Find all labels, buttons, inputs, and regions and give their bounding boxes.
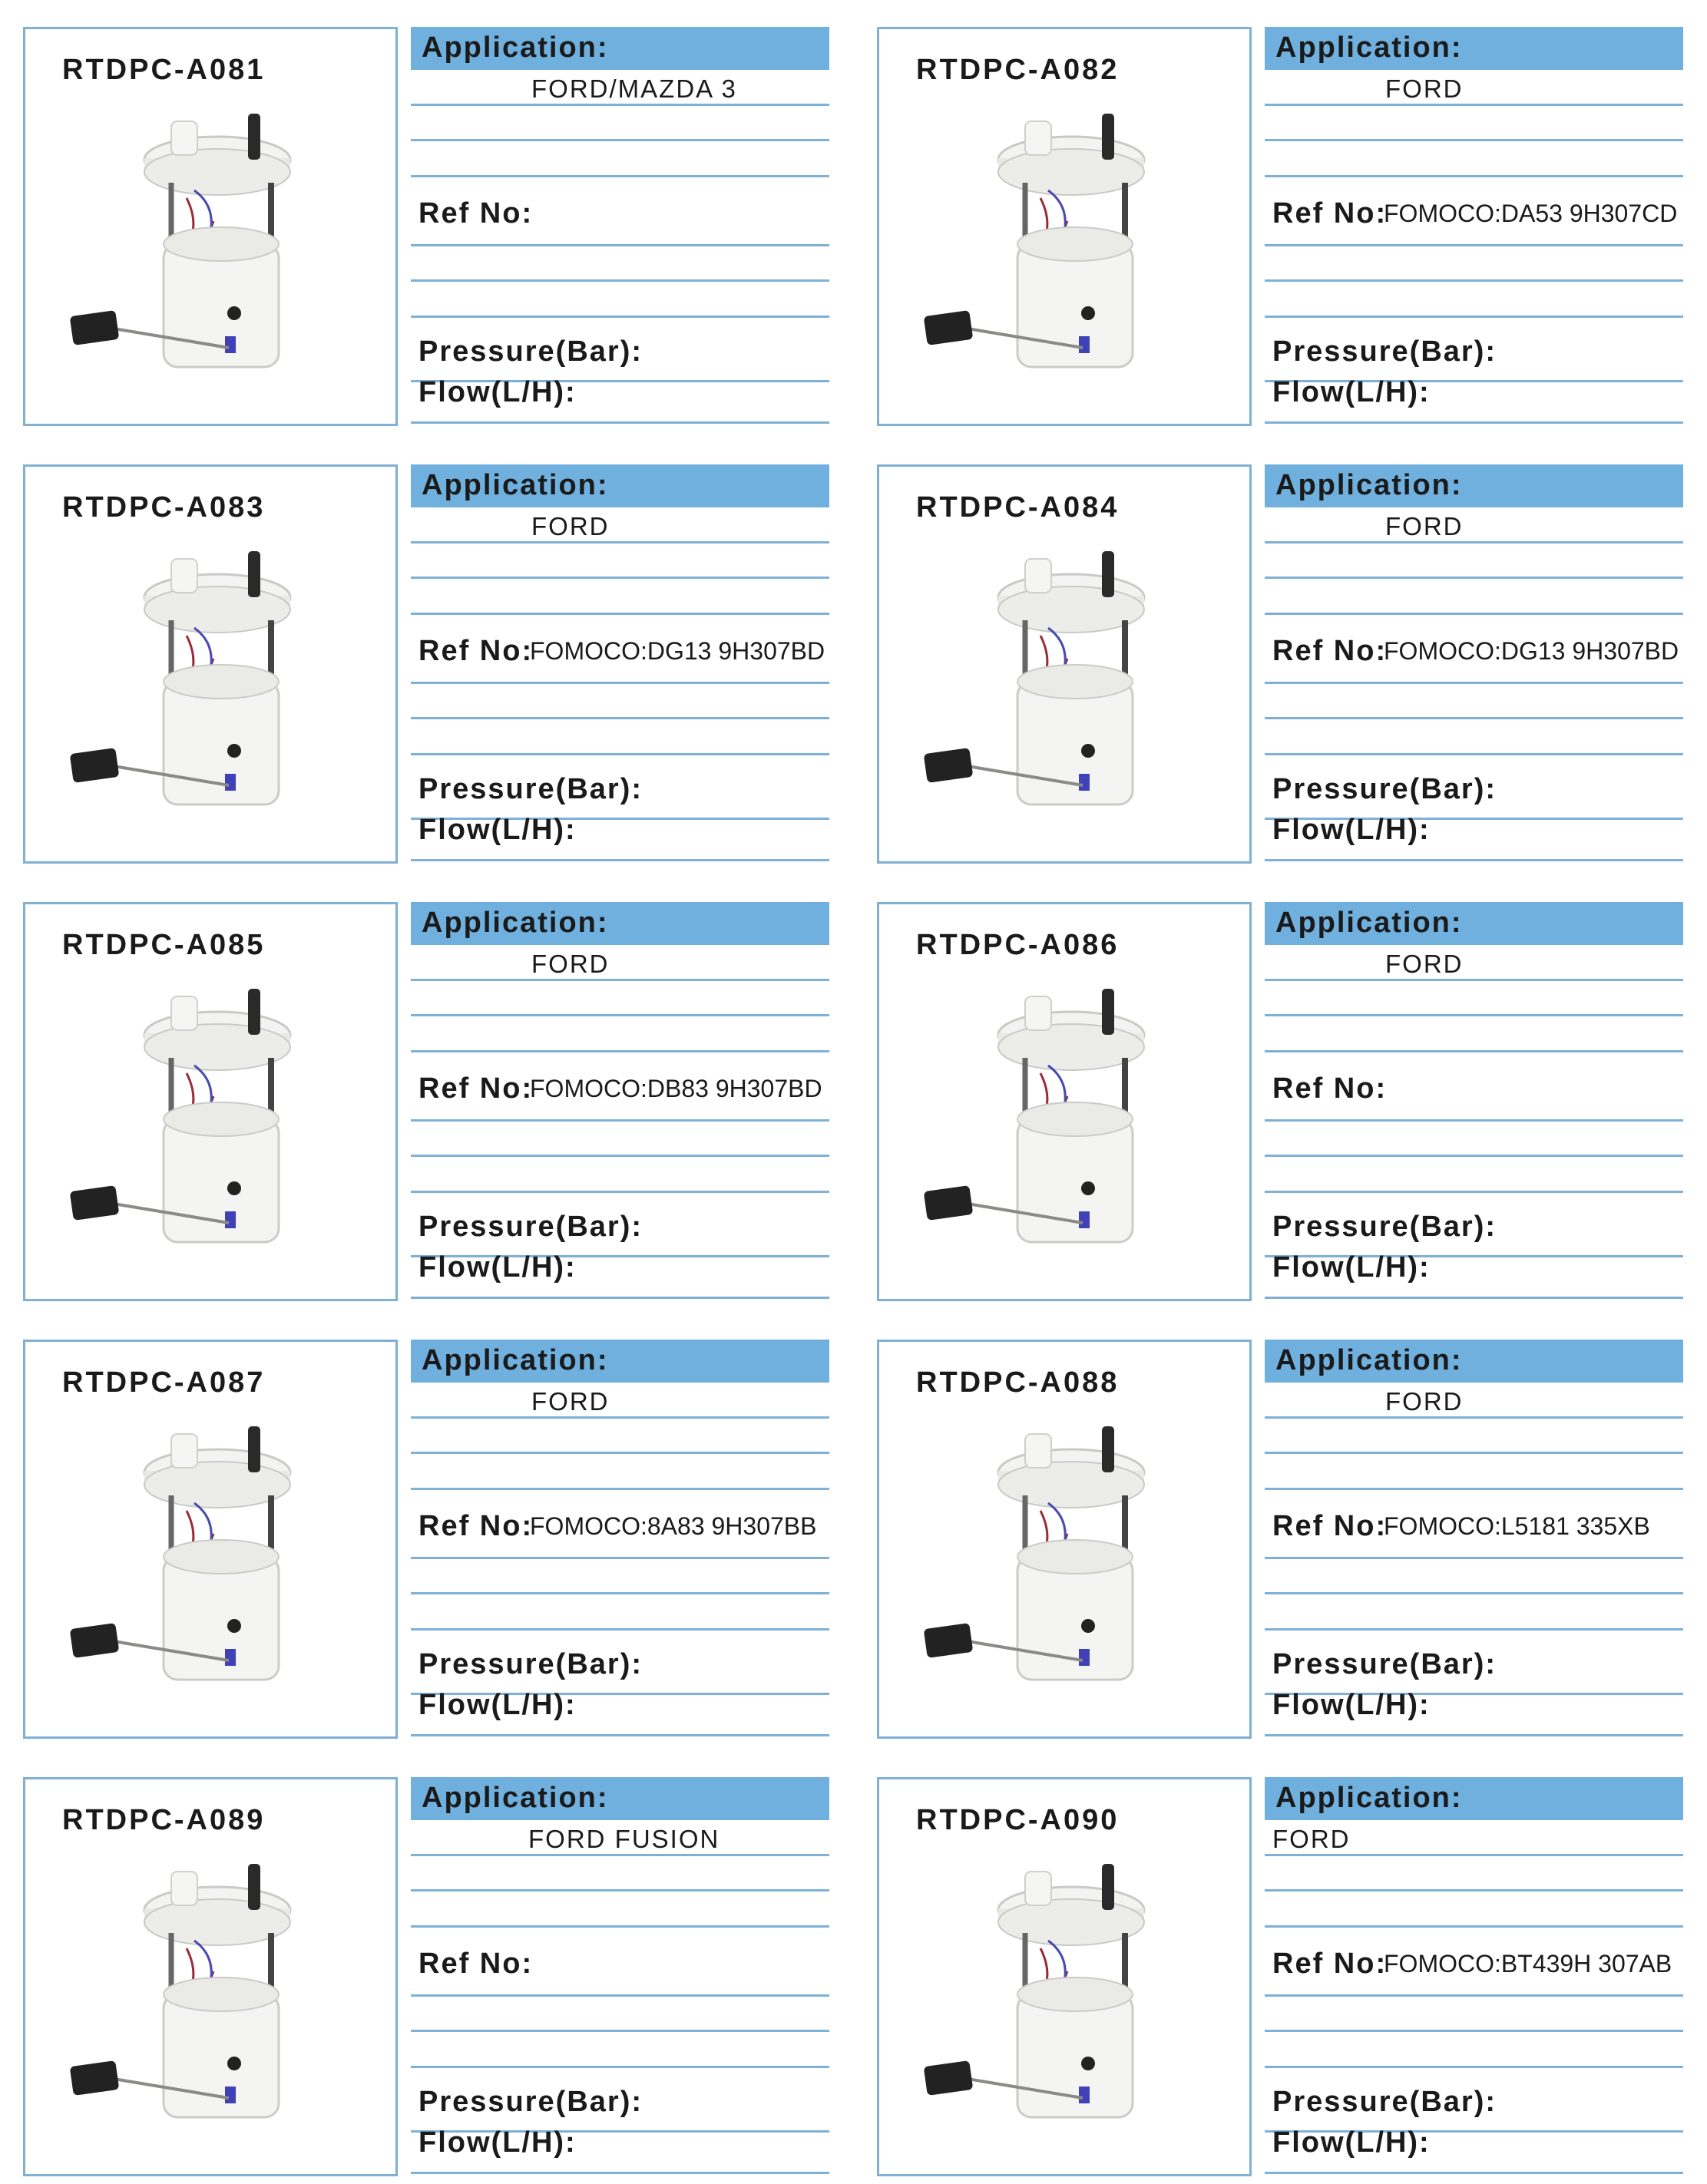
product-image-box-rtdpc-a081: [23, 27, 398, 426]
divider: [1265, 1488, 1683, 1490]
divider: [411, 421, 829, 424]
application-header: [411, 464, 829, 507]
application-value: FORD/MAZDA 3: [531, 74, 737, 103]
ref-no-value: FOMOCO:DB83 9H307BD: [530, 1075, 822, 1102]
application-label: Application:: [1275, 31, 1463, 64]
product-info-panel: [411, 464, 829, 864]
fuel-pump-module-image: [41, 91, 379, 413]
divider: [1265, 2030, 1683, 2032]
fuel-pump-module-image: [41, 1403, 379, 1726]
divider: [411, 541, 829, 544]
application-header: [1265, 1777, 1683, 1820]
pressure-label: Pressure(Bar):: [1272, 2086, 1497, 2118]
divider: [411, 1119, 829, 1122]
divider: [1265, 577, 1683, 579]
divider: [411, 2066, 829, 2068]
divider: [1265, 1050, 1683, 1052]
divider: [1265, 1889, 1683, 1892]
divider: [411, 279, 829, 282]
flow-label: Flow(L/H):: [1272, 1689, 1431, 1721]
flow-label: Flow(L/H):: [418, 814, 577, 846]
divider: [411, 1854, 829, 1856]
product-info-panel: [1265, 27, 1683, 426]
divider: [411, 1050, 829, 1052]
application-value: FORD FUSION: [528, 1825, 720, 1853]
product-image-box-rtdpc-a088: [877, 1340, 1252, 1739]
ref-no-label: Ref No:: [418, 1510, 534, 1542]
product-info-panel: [1265, 1340, 1683, 1739]
divider: [1265, 1925, 1683, 1928]
divider: [411, 1416, 829, 1419]
divider: [411, 859, 829, 861]
divider: [1265, 1628, 1683, 1631]
divider: [411, 1297, 829, 1299]
product-image-box-rtdpc-a090: [877, 1777, 1252, 2176]
product-card: [877, 27, 1702, 430]
application-value: FORD: [1385, 1387, 1464, 1416]
divider: [411, 1994, 829, 1997]
application-header: [411, 1777, 829, 1820]
divider: [1265, 1734, 1683, 1736]
ref-no-label: Ref No:: [1272, 1072, 1388, 1105]
ref-no-value: FOMOCO:DG13 9H307BD: [530, 637, 825, 665]
product-info-panel: [1265, 902, 1683, 1301]
divider: [411, 244, 829, 246]
divider: [1265, 1297, 1683, 1299]
divider: [411, 1557, 829, 1559]
application-header: [1265, 1340, 1683, 1383]
application-value: FORD: [1272, 1825, 1351, 1853]
pressure-label: Pressure(Bar):: [418, 1211, 643, 1243]
divider: [411, 1452, 829, 1454]
fuel-pump-module-image: [895, 91, 1232, 413]
ref-no-label: Ref No:: [418, 1948, 534, 1980]
product-info-panel: [411, 27, 829, 426]
divider: [411, 1925, 829, 1928]
divider: [1265, 421, 1683, 424]
divider: [411, 316, 829, 318]
divider: [411, 1592, 829, 1594]
divider: [1265, 613, 1683, 615]
product-code: RTDPC-A083: [62, 491, 266, 524]
product-code: RTDPC-A082: [916, 54, 1120, 86]
product-info-panel: [1265, 1777, 1683, 2176]
flow-label: Flow(L/H):: [1272, 814, 1431, 846]
application-header: [1265, 902, 1683, 945]
application-label: Application:: [422, 907, 609, 939]
application-label: Application:: [422, 469, 609, 501]
fuel-pump-module-image: [895, 966, 1232, 1288]
product-info-panel: [411, 1777, 829, 2176]
ref-no-label: Ref No:: [1272, 197, 1388, 230]
ref-no-label: Ref No:: [418, 635, 534, 667]
product-code: RTDPC-A089: [62, 1804, 266, 1836]
ref-no-value: FOMOCO:DG13 9H307BD: [1384, 637, 1679, 665]
flow-label: Flow(L/H):: [1272, 2126, 1431, 2159]
divider: [1265, 104, 1683, 106]
application-label: Application:: [1275, 907, 1463, 939]
product-image-box-rtdpc-a082: [877, 27, 1252, 426]
ref-no-value: FOMOCO:8A83 9H307BB: [530, 1512, 817, 1540]
application-value: FORD: [531, 512, 610, 540]
product-image-box-rtdpc-a087: [23, 1340, 398, 1739]
application-value: FORD: [531, 1387, 610, 1416]
flow-label: Flow(L/H):: [1272, 376, 1431, 408]
application-header: [1265, 27, 1683, 70]
ref-no-value: FOMOCO:DA53 9H307CD: [1384, 200, 1678, 227]
divider: [1265, 1155, 1683, 1157]
application-value: FORD: [531, 950, 610, 978]
application-value: FORD: [1385, 512, 1464, 540]
application-header: [411, 27, 829, 70]
divider: [1265, 1557, 1683, 1559]
divider: [411, 1191, 829, 1193]
divider: [1265, 1416, 1683, 1419]
flow-label: Flow(L/H):: [418, 2126, 577, 2159]
application-label: Application:: [422, 1782, 609, 1814]
divider: [1265, 2066, 1683, 2068]
divider: [1265, 1452, 1683, 1454]
divider: [1265, 753, 1683, 755]
product-code: RTDPC-A087: [62, 1366, 266, 1399]
divider: [1265, 1119, 1683, 1122]
fuel-pump-module-image: [895, 1403, 1232, 1726]
product-code: RTDPC-A084: [916, 491, 1120, 524]
divider: [411, 1734, 829, 1736]
product-card: [23, 1340, 849, 1743]
application-header: [411, 1340, 829, 1383]
product-image-box-rtdpc-a084: [877, 464, 1252, 864]
application-header: [1265, 464, 1683, 507]
ref-no-value: FOMOCO:L5181 335XB: [1384, 1512, 1650, 1540]
pressure-label: Pressure(Bar):: [418, 1648, 643, 1680]
pressure-label: Pressure(Bar):: [1272, 335, 1497, 368]
divider: [411, 717, 829, 719]
product-code: RTDPC-A090: [916, 1804, 1120, 1836]
pressure-label: Pressure(Bar):: [1272, 1211, 1497, 1243]
product-card: [23, 902, 849, 1305]
ref-no-label: Ref No:: [1272, 635, 1388, 667]
divider: [1265, 1854, 1683, 1856]
pressure-label: Pressure(Bar):: [418, 335, 643, 368]
ref-no-label: Ref No:: [418, 197, 534, 230]
divider: [1265, 139, 1683, 141]
divider: [1265, 717, 1683, 719]
application-label: Application:: [1275, 1782, 1463, 1814]
product-code: RTDPC-A086: [916, 929, 1120, 961]
application-label: Application:: [422, 1344, 609, 1376]
product-code: RTDPC-A081: [62, 54, 266, 86]
pressure-label: Pressure(Bar):: [418, 2086, 643, 2118]
ref-no-label: Ref No:: [1272, 1510, 1388, 1542]
product-card: [23, 27, 849, 430]
product-code: RTDPC-A088: [916, 1366, 1120, 1399]
product-image-box-rtdpc-a085: [23, 902, 398, 1301]
pressure-label: Pressure(Bar):: [418, 773, 643, 805]
divider: [1265, 1191, 1683, 1193]
divider: [1265, 979, 1683, 981]
flow-label: Flow(L/H):: [1272, 1251, 1431, 1284]
divider: [411, 682, 829, 684]
application-label: Application:: [1275, 1344, 1463, 1376]
divider: [1265, 1994, 1683, 1997]
fuel-pump-module-image: [895, 1841, 1232, 2163]
divider: [1265, 244, 1683, 246]
divider: [1265, 1592, 1683, 1594]
divider: [411, 104, 829, 106]
application-label: Application:: [422, 31, 609, 64]
application-value: FORD: [1385, 74, 1464, 103]
product-info-panel: [1265, 464, 1683, 864]
ref-no-value: FOMOCO:BT439H 307AB: [1384, 1950, 1672, 1977]
pressure-label: Pressure(Bar):: [1272, 1648, 1497, 1680]
ref-no-label: Ref No:: [1272, 1948, 1388, 1980]
application-value: FORD: [1385, 950, 1464, 978]
divider: [411, 1488, 829, 1490]
divider: [1265, 859, 1683, 861]
flow-label: Flow(L/H):: [418, 1251, 577, 1284]
divider: [411, 979, 829, 981]
divider: [411, 753, 829, 755]
product-card: [23, 464, 849, 867]
divider: [411, 1155, 829, 1157]
product-card: [877, 902, 1702, 1305]
divider: [1265, 1014, 1683, 1016]
divider: [411, 1014, 829, 1016]
pressure-label: Pressure(Bar):: [1272, 773, 1497, 805]
product-card: [877, 1777, 1702, 2180]
divider: [1265, 541, 1683, 544]
application-label: Application:: [1275, 469, 1463, 501]
fuel-pump-module-image: [41, 528, 379, 851]
divider: [411, 175, 829, 177]
product-card: [877, 464, 1702, 867]
ref-no-label: Ref No:: [418, 1072, 534, 1105]
fuel-pump-module-image: [895, 528, 1232, 851]
product-info-panel: [411, 902, 829, 1301]
divider: [411, 139, 829, 141]
divider: [1265, 682, 1683, 684]
fuel-pump-module-image: [41, 1841, 379, 2163]
product-info-panel: [411, 1340, 829, 1739]
divider: [411, 2172, 829, 2174]
product-code: RTDPC-A085: [62, 929, 266, 961]
product-image-box-rtdpc-a086: [877, 902, 1252, 1301]
product-card: [23, 1777, 849, 2180]
divider: [411, 577, 829, 579]
application-header: [411, 902, 829, 945]
divider: [411, 613, 829, 615]
fuel-pump-module-image: [41, 966, 379, 1288]
divider: [411, 1889, 829, 1892]
divider: [1265, 316, 1683, 318]
flow-label: Flow(L/H):: [418, 376, 577, 408]
divider: [1265, 2172, 1683, 2174]
product-card: [877, 1340, 1702, 1743]
divider: [1265, 175, 1683, 177]
divider: [1265, 279, 1683, 282]
flow-label: Flow(L/H):: [418, 1689, 577, 1721]
product-image-box-rtdpc-a089: [23, 1777, 398, 2176]
divider: [411, 2030, 829, 2032]
divider: [411, 1628, 829, 1631]
product-image-box-rtdpc-a083: [23, 464, 398, 864]
